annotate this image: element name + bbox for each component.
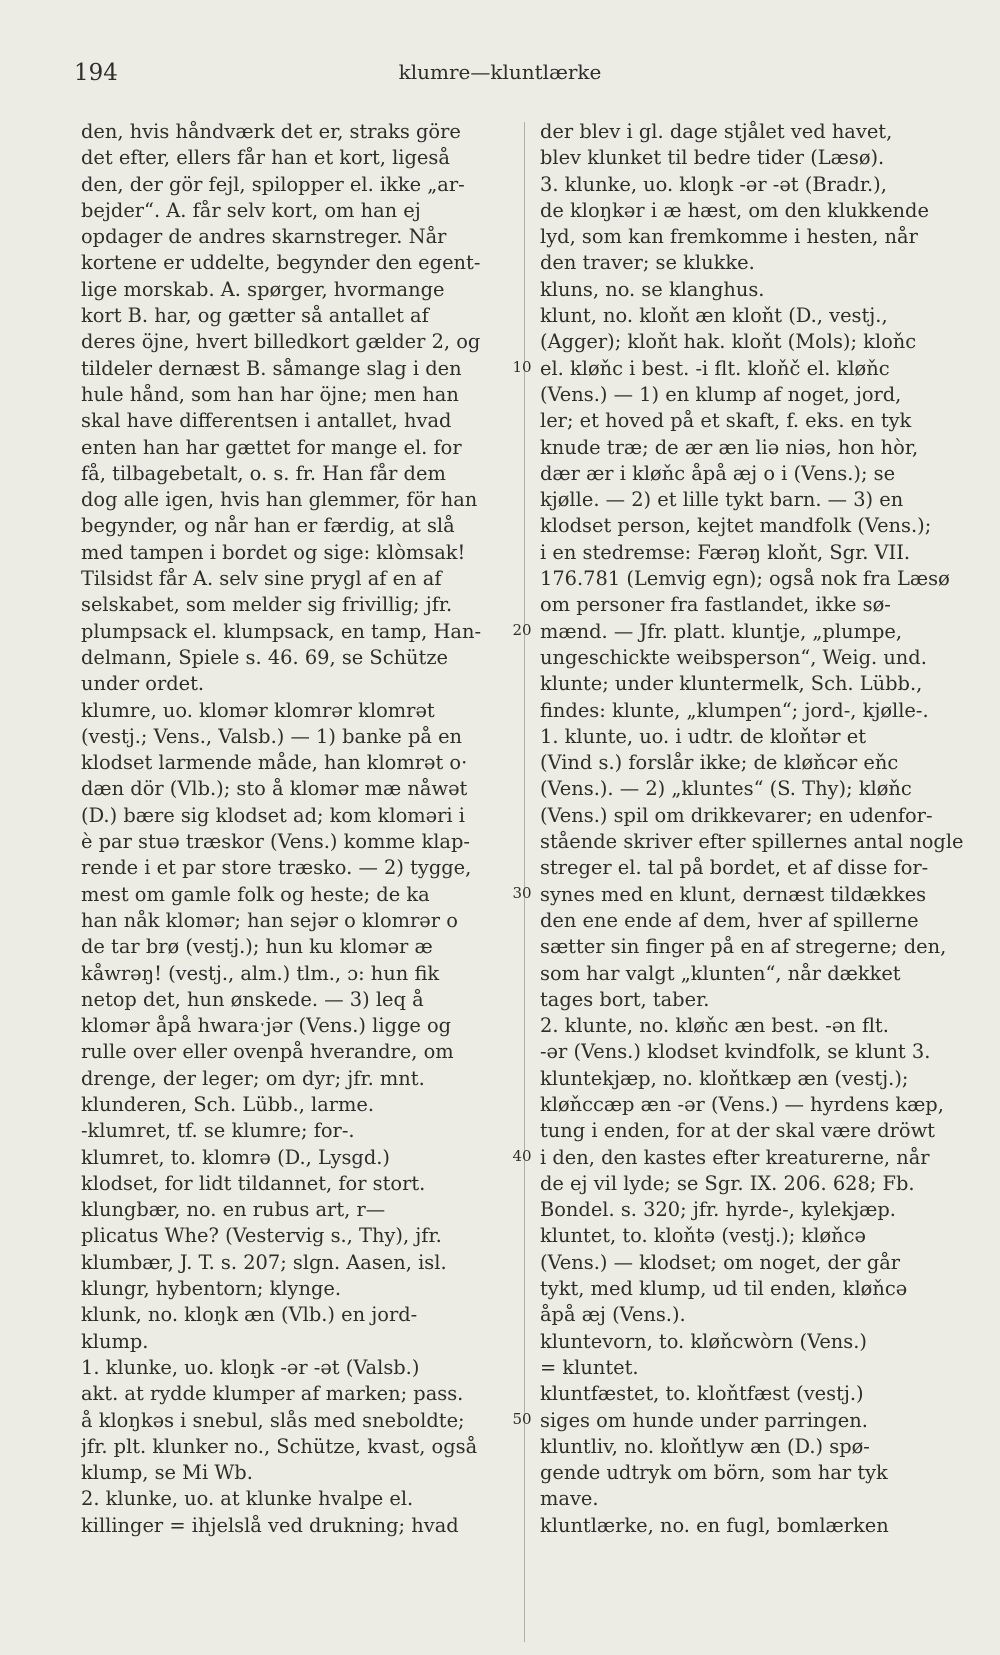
- text-line: få, tilbagebetalt, o. s. fr. Han får dem: [81, 461, 446, 485]
- text-line: tildeler dernæst B. såmange slag i den: [81, 356, 462, 380]
- text-line: (D.) bære sig klodset ad; kom kloməri i: [81, 803, 465, 827]
- text-line: 1. klunte, uo. i udtr. de kloňtər et: [540, 724, 866, 748]
- text-line: (Vens.) — 1) en klump af noget, jord,: [540, 382, 902, 406]
- text-line: tages bort, taber.: [540, 987, 710, 1011]
- text-line: i en stedremse: Færəŋ kloňt, Sgr. VII.: [540, 540, 911, 564]
- text-line: tung i enden, for at der skal være dröwt: [540, 1119, 935, 1143]
- text-line: kåwrəŋ! (vestj., alm.) tlm., ɔ: hun fik: [81, 961, 440, 985]
- text-line: (Agger); kloňt hak. kloňt (Mols); kloňc: [540, 330, 917, 354]
- text-line: 3. klunke, uo. kloŋk -ər -ət (Bradr.),: [540, 172, 887, 196]
- text-line: kluns, no. se klanghus.: [540, 277, 765, 301]
- text-line: (vestj.; Vens., Valsb.) — 1) banke på en: [81, 724, 463, 748]
- text-line: de tar brø (vestj.); hun ku klomər æ: [81, 935, 433, 959]
- text-line: enten han har gættet for mange el. for: [81, 435, 462, 459]
- text-line: blev klunket til bedre tider (Læsø).: [540, 146, 885, 170]
- line-number: 10: [512, 358, 532, 376]
- text-line: om personer fra fastlandet, ikke sø-: [540, 593, 891, 617]
- text-line: opdager de andres skarnstreger. Når: [81, 225, 447, 249]
- text-line: hule hånd, som han har öjne; men han: [81, 382, 459, 406]
- text-line: klunk, no. kloŋk æn (Vlb.) en jord-: [81, 1303, 418, 1327]
- text-line: klump.: [81, 1329, 149, 1353]
- text-line: dær ær i kløňc åpå æj o i (Vens.); se: [540, 461, 896, 485]
- text-line: klunte; under kluntermelk, Sch. Lübb.,: [540, 672, 923, 696]
- text-line: kluntekjæp, no. kloňtkæp æn (vestj.);: [540, 1066, 909, 1090]
- text-line: kortene er uddelte, begynder den egent-: [81, 251, 481, 275]
- text-line: ler; et hoved på et skaft, f. eks. en tyk: [540, 409, 912, 433]
- text-line: dæn dör (Vlb.); sto å klomər mæ nåwət: [81, 777, 468, 801]
- text-line: el. kløňc i best. -i flt. kloňč el. kløňc: [540, 356, 890, 380]
- line-number: 40: [512, 1147, 532, 1165]
- text-line: = kluntet.: [540, 1355, 639, 1379]
- line-number: 20: [512, 621, 532, 639]
- text-line: (Vens.) — klodset; om noget, der går: [540, 1250, 901, 1274]
- right-column: [540, 119, 976, 1539]
- text-line: kort B. har, og gætter så antallet af: [81, 304, 429, 328]
- text-line: plumpsack el. klumpsack, en tamp, Han-: [81, 619, 481, 643]
- text-line: mave.: [540, 1487, 599, 1511]
- text-line: i den, den kastes efter kreaturerne, når: [540, 1145, 930, 1169]
- text-line: klumbær, J. T. s. 207; slgn. Aasen, isl.: [81, 1250, 447, 1274]
- text-line: kløňccæp æn -ər (Vens.) — hyrdens kæp,: [540, 1092, 944, 1116]
- text-line: med tampen i bordet og sige: klòmsak!: [81, 540, 466, 564]
- text-line: (Vens.) spil om drikkevarer; en udenfor-: [540, 803, 933, 827]
- text-line: kluntliv, no. kloňtlyw æn (D.) spø-: [540, 1434, 870, 1458]
- text-line: den ene ende af dem, hver af spillerne: [540, 908, 919, 932]
- text-line: (Vens.). — 2) „kluntes“ (S. Thy); kløňc: [540, 777, 912, 801]
- text-line: (Vind s.) forslår ikke; de kløňcər eňc: [540, 751, 899, 775]
- text-line: bejder“. A. får selv kort, om han ej: [81, 198, 421, 222]
- line-number: 50: [512, 1410, 532, 1428]
- text-line: den traver; se klukke.: [540, 251, 755, 275]
- text-line: som har valgt „klunten“, når dækket: [540, 961, 901, 985]
- text-line: å kloŋkəs i snebul, slås med sneboldte;: [81, 1408, 465, 1432]
- text-line: Tilsidst får A. selv sine prygl af en af: [81, 567, 442, 591]
- text-line: stående skriver efter spillernes antal nogle: [540, 830, 964, 854]
- text-line: sætter sin finger på en af stregerne; den,: [540, 935, 947, 959]
- text-line: synes med en klunt, dernæst tildækkes: [540, 882, 927, 906]
- text-line: tykt, med klump, ud til enden, kløňcə: [540, 1277, 908, 1301]
- text-line: mest om gamle folk og heste; de ka: [81, 882, 430, 906]
- text-line: knude træ; de ær æn liə niəs, hon hòr,: [540, 435, 919, 459]
- text-line: kluntlærke, no. en fugl, bomlærken: [540, 1513, 889, 1537]
- text-line: akt. at rydde klumper af marken; pass.: [81, 1382, 464, 1406]
- text-line: jfr. plt. klunker no., Schütze, kvast, også: [81, 1434, 478, 1458]
- text-line: selskabet, som melder sig frivillig; jfr.: [81, 593, 453, 617]
- text-line: han nåk klomər; han sejər o klomrər o: [81, 908, 458, 932]
- text-line: kluntfæstet, to. kloňtfæst (vestj.): [540, 1382, 864, 1406]
- text-line: rulle over eller ovenpå hverandre, om: [81, 1040, 454, 1064]
- text-line: -klumret, tf. se klumre; for-.: [81, 1119, 355, 1143]
- running-head: klumre—kluntlærke: [398, 60, 602, 84]
- text-line: deres öjne, hvert billedkort gælder 2, og: [81, 330, 481, 354]
- text-line: kluntevorn, to. kløňcwòrn (Vens.): [540, 1329, 867, 1353]
- text-line: dog alle igen, hvis han glemmer, för han: [81, 488, 478, 512]
- text-line: klungr, hybentorn; klynge.: [81, 1277, 341, 1301]
- text-line: klunderen, Sch. Lübb., larme.: [81, 1092, 375, 1116]
- text-line: killinger = ihjelslå ved drukning; hvad: [81, 1513, 459, 1537]
- text-line: -ər (Vens.) klodset kvindfolk, se klunt 3.: [540, 1040, 931, 1064]
- text-line: è par stuə træskor (Vens.) komme klap-: [81, 830, 470, 854]
- text-line: siges om hunde under parringen.: [540, 1408, 868, 1432]
- text-line: den, hvis håndværk det er, straks göre: [81, 120, 461, 143]
- text-line: netop det, hun ønskede. — 3) leq å: [81, 987, 424, 1011]
- text-line: skal have differentsen i antallet, hvad: [81, 409, 452, 433]
- text-line: findes: klunte, „klumpen“; jord-, kjølle-.: [540, 698, 929, 722]
- text-line: klodset larmende måde, han klomrət o·: [81, 751, 468, 775]
- text-line: begynder, og når han er færdig, at slå: [81, 514, 455, 538]
- text-line: rende i et par store træsko. — 2) tygge,: [81, 856, 472, 880]
- text-line: delmann, Spiele s. 46. 69, se Schütze: [81, 645, 449, 669]
- text-line: streger el. tal på bordet, et af disse for-: [540, 856, 929, 880]
- text-line: mænd. — Jfr. platt. kluntje, „plumpe,: [540, 619, 903, 643]
- text-line: de kloŋkər i æ hæst, om den klukkende: [540, 198, 929, 222]
- left-column: [81, 119, 517, 1539]
- text-line: klodset person, kejtet mandfolk (Vens.);: [540, 514, 932, 538]
- text-line: 2. klunke, uo. at klunke hvalpe el.: [81, 1487, 414, 1511]
- text-line: kjølle. — 2) et lille tykt barn. — 3) en: [540, 488, 904, 512]
- text-line: klump, se Mi Wb.: [81, 1461, 253, 1485]
- text-line: 1. klunke, uo. kloŋk -ər -ət (Valsb.): [81, 1355, 420, 1379]
- text-line: åpå æj (Vens.).: [540, 1303, 686, 1327]
- text-line: klungbær, no. en rubus art, r—: [81, 1198, 386, 1222]
- text-line: lyd, som kan fremkomme i hesten, når: [540, 225, 918, 249]
- page-number: 194: [74, 60, 118, 86]
- text-line: klumret, to. klomrə (D., Lysgd.): [81, 1145, 390, 1169]
- text-line: kluntet, to. kloňtə (vestj.); kløňcə: [540, 1224, 866, 1248]
- text-line: klumre, uo. klomər klomrər klomrət: [81, 698, 435, 722]
- text-line: klodset, for lidt tildannet, for stort.: [81, 1171, 426, 1195]
- text-line: klomər åpå hwaraˑjər (Vens.) ligge og: [81, 1014, 452, 1038]
- text-line: plicatus Whe? (Vestervig s., Thy), jfr.: [81, 1224, 442, 1248]
- text-line: der blev i gl. dage stjålet ved havet,: [540, 120, 893, 143]
- text-line: 176.781 (Lemvig egn); også nok fra Læsø: [540, 567, 950, 591]
- text-line: klunt, no. kloňt æn kloňt (D., vestj.,: [540, 304, 888, 328]
- text-line: under ordet.: [81, 672, 205, 696]
- text-line: lige morskab. A. spørger, hvormange: [81, 277, 445, 301]
- text-line: drenge, der leger; om dyr; jfr. mnt.: [81, 1066, 425, 1090]
- text-line: de ej vil lyde; se Sgr. IX. 206. 628; Fb.: [540, 1171, 915, 1195]
- text-line: gende udtryk om börn, som har tyk: [540, 1461, 888, 1485]
- line-number: 30: [512, 884, 532, 902]
- text-line: det efter, ellers får han et kort, ligeså: [81, 146, 450, 170]
- text-line: 2. klunte, no. kløňc æn best. -ən flt.: [540, 1014, 889, 1038]
- text-line: Bondel. s. 320; jfr. hyrde-, kylekjæp.: [540, 1198, 896, 1222]
- text-line: den, der gör fejl, spilopper el. ikke „ar-: [81, 172, 465, 196]
- text-line: ungeschickte weibsperson“, Weig. und.: [540, 645, 927, 669]
